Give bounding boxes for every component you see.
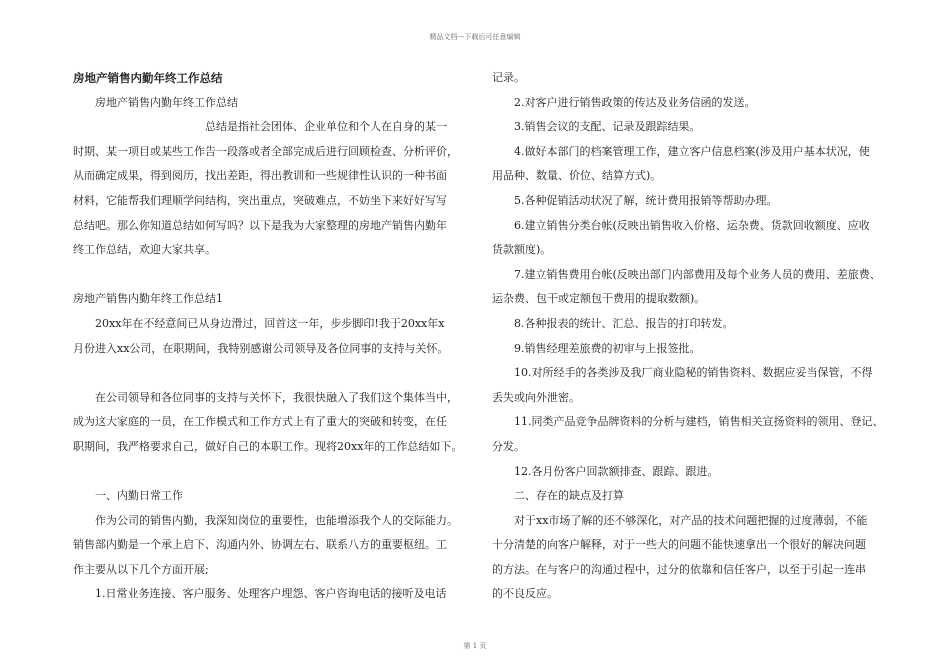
intro-line: 终工作总结，欢迎大家共享。	[73, 243, 216, 257]
section-heading: 二、存在的缺点及打算	[514, 489, 624, 503]
paragraph-line: 对于xx市场了解的还不够深化，对产品的技术问题把握的过度薄弱，不能	[514, 513, 868, 527]
list-item: 2.对客户进行销售政策的传达及业务信函的发送。	[514, 95, 756, 109]
paragraph-line: 在公司领导和各位同事的支持与关怀下，我很快融入了我们这个集体当中，	[95, 390, 458, 404]
paragraph-line: 作为公司的销售内勤，我深知岗位的重要性，也能增添我个人的交际能力。	[95, 513, 458, 527]
list-item: 9.销售经理差旅费的初审与上报签批。	[514, 341, 701, 355]
spacer	[73, 361, 469, 386]
left-column	[73, 66, 469, 607]
list-item-continuation: 记录。	[492, 71, 525, 84]
list-item: 4.做好本部门的档案管理工作，建立客户信息档案(涉及用户基本状况，使	[514, 144, 870, 158]
list-item-continuation: 用品种、数量、价位、结算方式)。	[492, 169, 662, 183]
list-item-continuation: 丢失或向外泄密。	[492, 390, 580, 404]
spacer	[73, 460, 469, 485]
intro-line: 从而确定成果，得到阅历，找出差距，得出教训和一些规律性认识的一种书面	[73, 169, 447, 183]
section-title: 房地产销售内勤年终工作总结1	[73, 292, 223, 306]
list-item: 3.销售会议的支配、记录及跟踪结果。	[514, 120, 701, 134]
document-subtitle: 房地产销售内勤年终工作总结	[95, 95, 238, 109]
list-item: 8.各种报表的统计、汇总、报告的打印转发。	[514, 316, 734, 330]
list-item: 6.建立销售分类台帐(反映出销售收入价格、运杂费、货款回收额度、应收	[514, 218, 870, 232]
section-heading: 一、内勤日常工作	[95, 489, 183, 503]
list-item: 11.同类产品竞争品牌资料的分析与建档，销售相关宣扬资料的领用、登记、	[514, 415, 884, 429]
page-footer: 第 1 页	[463, 642, 487, 650]
paragraph-line: 月份进入xx公司，在职期间，我特别感谢公司领导及各位同事的支持与关怀。	[73, 341, 449, 355]
paragraph-line: 作主要从以下几个方面开展;	[73, 562, 209, 576]
paragraph-line: 成为这大家庭的一员，在工作模式和工作方式上有了重大的突破和转变，在任	[73, 415, 447, 429]
paragraph-line: 十分清楚的向客户解释，对于一些大的问题不能快速拿出一个很好的解决问题	[492, 538, 866, 552]
list-item: 7.建立销售费用台帐(反映出部门内部费用及每个业务人员的费用、差旅费、	[514, 267, 881, 281]
right-column	[492, 66, 888, 607]
list-item-continuation: 分发。	[492, 439, 525, 453]
paragraph-line: 的方法。在与客户的沟通过程中，过分的依靠和信任客户，以至于引起一连串	[492, 562, 866, 576]
list-item: 12.各月份客户回款额排查、跟踪、跟进。	[514, 464, 719, 478]
list-item-continuation: 运杂费、包干或定额包干费用的提取数额)。	[492, 292, 706, 306]
intro-line: 总结是指社会团体、企业单位和个人在自身的某一	[205, 120, 447, 134]
page-header: 精品文档---下载后可任意编辑	[429, 33, 521, 41]
paragraph-line: 销售部内勤是一个承上启下、沟通内外、协调左右、联系八方的重要枢纽。工	[73, 538, 447, 552]
paragraph-line: 职期间，我严格要求自己，做好自己的本职工作。现将20xx年的工作总结如下。	[73, 439, 463, 453]
list-item-continuation: 货款额度)。	[492, 243, 552, 257]
intro-line: 总结吧。那么你知道总结如何写吗？以下是我为大家整理的房地产销售内勤年	[73, 218, 447, 232]
list-item: 5.各种促销活动状况了解，统计费用报销等帮助办理。	[514, 193, 778, 207]
intro-line: 材料，它能帮我们理顺学问结构，突出重点，突破难点，不妨坐下来好好写写	[73, 193, 447, 207]
document-title: 房地产销售内勤年终工作总结	[73, 71, 223, 85]
list-item: 1.日常业务连接、客户服务、处理客户埋怨、客户咨询电话的接听及电话	[95, 587, 447, 601]
intro-line: 时期、某一项目或某些工作告一段落或者全部完成后进行回顾检查、分析评价，	[73, 144, 458, 158]
list-item: 10.对所经手的各类涉及我厂商业隐秘的销售资料、数据应妥当保管，不得	[514, 366, 873, 380]
spacer	[73, 263, 469, 288]
paragraph-line: 20xx年在不经意间已从身边滑过，回首这一年，步步脚印!我于20xx年x	[95, 316, 445, 330]
paragraph-line: 的不良反应。	[492, 587, 558, 601]
